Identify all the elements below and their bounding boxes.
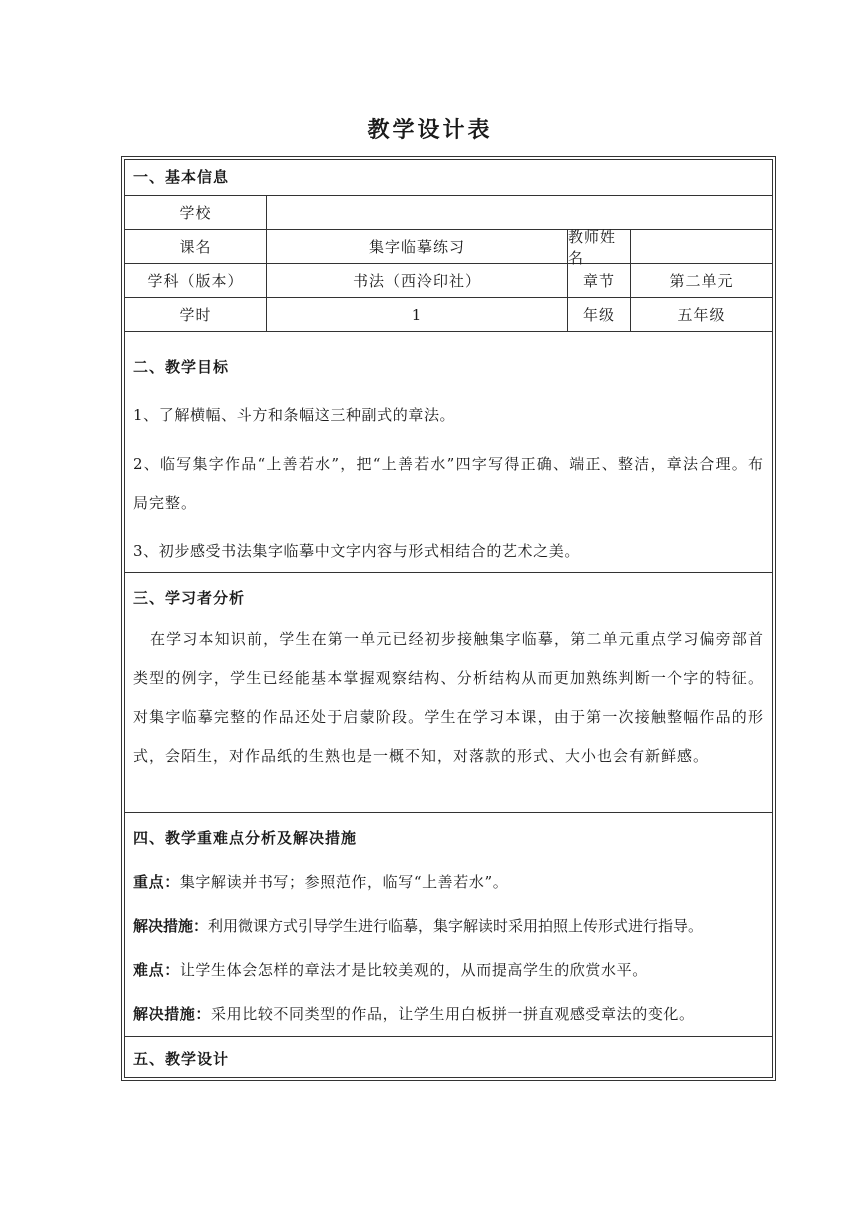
key-point-line bbox=[133, 871, 768, 892]
difficulty-solution-line bbox=[133, 1003, 768, 1024]
section-design-heading: 五、教学设计 bbox=[133, 1050, 230, 1068]
difficulty-line bbox=[133, 959, 768, 980]
section-learner-heading: 三、学习者分析 bbox=[133, 589, 246, 607]
course-value: 集字临摹练习 bbox=[266, 230, 567, 263]
grade-label: 年级 bbox=[567, 298, 630, 331]
difficulty-text: 让学生体会怎样的章法才是比较美观的，从而提高学生的欣赏水平。 bbox=[179, 961, 648, 979]
school-value bbox=[266, 196, 772, 229]
section-learner-analysis bbox=[125, 573, 772, 813]
hours-value: 1 bbox=[266, 298, 567, 331]
section-goals-heading: 二、教学目标 bbox=[133, 358, 230, 376]
section-basic-info-heading: 一、基本信息 bbox=[125, 160, 772, 196]
difficulty-label: 难点： bbox=[133, 961, 180, 979]
chapter-label: 章节 bbox=[567, 264, 630, 297]
document-title: 教学设计表 bbox=[367, 118, 493, 143]
key-solution-text: 利用微课方式引导学生进行临摹，集字解读时采用拍照上传形式进行指导。 bbox=[208, 917, 704, 935]
design-table-inner bbox=[124, 159, 773, 1078]
course-row bbox=[125, 227, 772, 267]
difficulty-solution-text: 采用比较不同类型的作品，让学生用白板拼一拼直观感受章法的变化。 bbox=[211, 1005, 695, 1023]
difficulty-solution-label: 解决措施： bbox=[133, 1005, 212, 1023]
hours-label: 学时 bbox=[179, 306, 212, 324]
teacher-label: 教师姓名 bbox=[567, 230, 630, 263]
key-point-label: 重点： bbox=[133, 873, 180, 891]
goal-3: 3、初步感受书法集字临摹中文字内容与形式相结合的艺术之美。 bbox=[133, 542, 580, 560]
hours-row bbox=[125, 298, 772, 332]
subject-value: 书法（西泠印社） bbox=[266, 264, 567, 297]
design-table bbox=[121, 156, 776, 1081]
learner-analysis-text: 在学习本知识前，学生在第一单元已经初步接触集字临摹，第二单元重点学习偏旁部首类型的例字，学生已经能基本掌握观察结构、分析结构从而更加熟练判断一个字的特征。对集字临摹完整的作品还处于启蒙阶段。学生在学习本课，由于第一次接触整幅作品的形式，会陌生，对作品纸的生熟也是一概不知，对落款的形式、大小也会有新鲜感。 bbox=[133, 630, 764, 765]
goal-2: 2、临写集字作品“上善若水”，把“上善若水”四字写得正确、端正、整洁，章法合理。布局完整。 bbox=[133, 455, 764, 512]
subject-label: 学科（版本） bbox=[147, 272, 244, 290]
goal-1: 1、了解横幅、斗方和条幅这三种副式的章法。 bbox=[133, 406, 456, 424]
key-solution-label: 解决措施： bbox=[133, 917, 209, 935]
grade-value: 五年级 bbox=[630, 298, 772, 331]
teacher-value bbox=[630, 230, 772, 263]
school-label: 学校 bbox=[179, 204, 212, 222]
section-key-points-heading: 四、教学重难点分析及解决措施 bbox=[133, 829, 358, 847]
course-label: 课名 bbox=[179, 238, 212, 256]
section-goals bbox=[125, 332, 772, 573]
key-solution-line bbox=[133, 915, 768, 936]
section-key-points bbox=[125, 813, 772, 1037]
school-row bbox=[125, 196, 772, 230]
chapter-value: 第二单元 bbox=[630, 264, 772, 297]
key-point-text: 集字解读并书写；参照范作，临写“上善若水”。 bbox=[179, 873, 509, 891]
subject-row bbox=[125, 264, 772, 298]
